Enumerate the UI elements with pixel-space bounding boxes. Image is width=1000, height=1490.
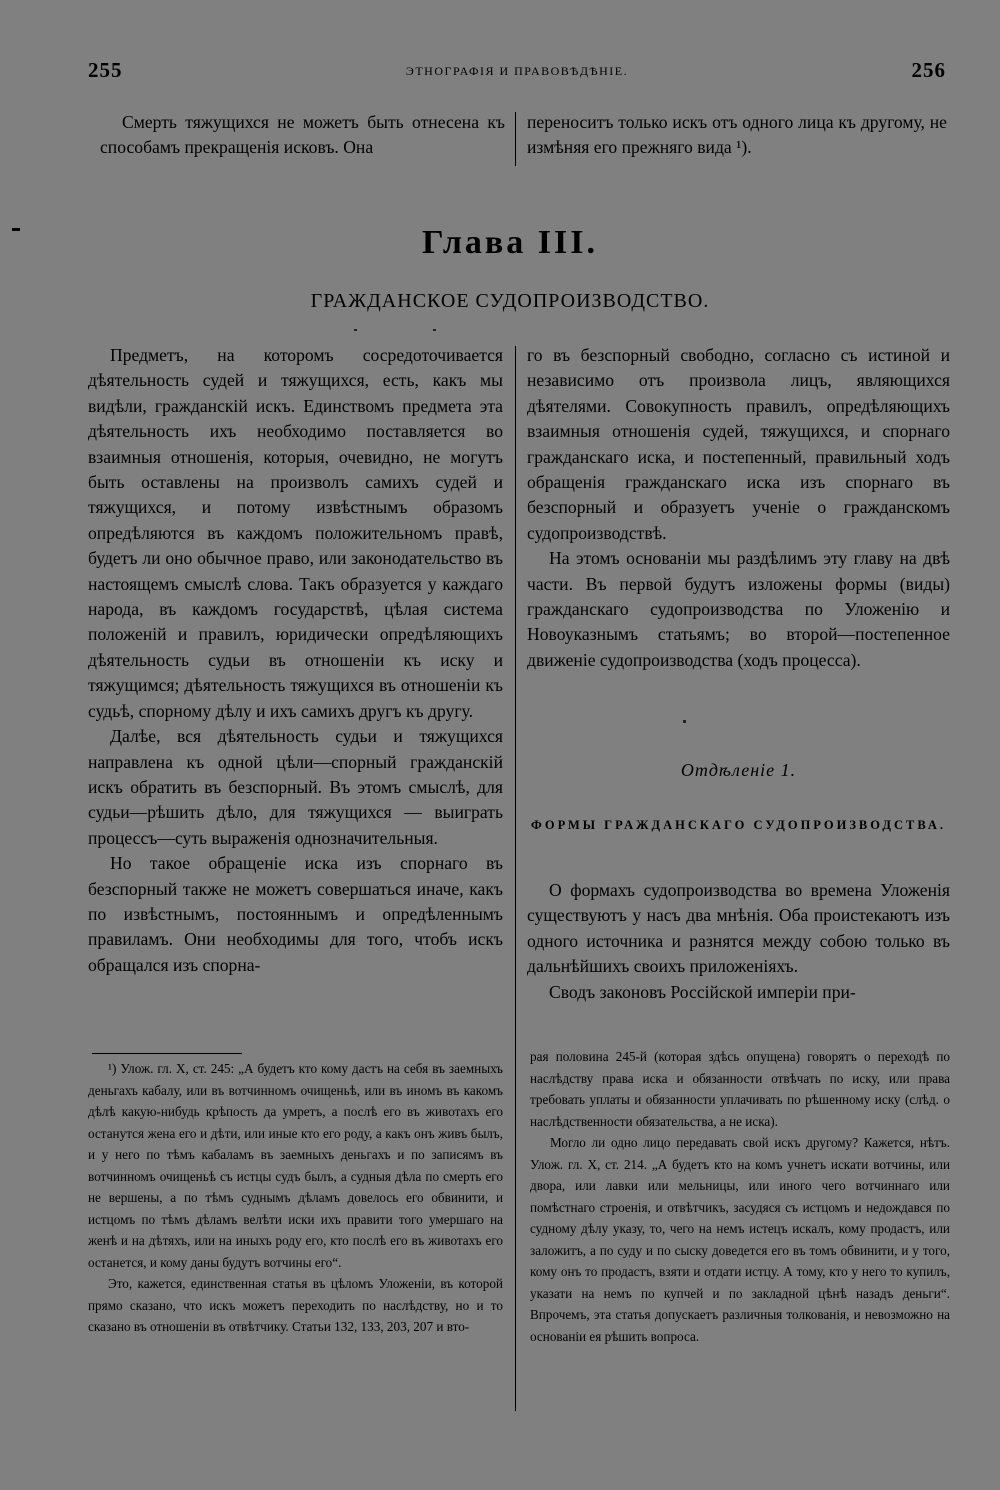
footnote-right-paragraph-2: Могло ли одно лицо передавать свой искъ другому? Кажется, нѣтъ. Улож. гл. X, ст. 214. „А будетъ кто на комъ учнетъ искати вотчины, или двора, или лавки или мельницы, или иного чего вотчиннаго или помѣстнаго строенія, и отвѣтчикъ, засудяся съ истцомъ и недождався по судному дѣлу указу, то, чего на немъ истецъ искалъ, кому продастъ, или заложитъ, а по суду и по сыску доведется его въ томъ обвинити, и у того, кому онъ то продастъ, взяти и отдати истцу. А тому, кто у него то купилъ, указати на немъ по купчей и по закладной цѣнѣ назадъ деньги“. Впрочемъ, эта статья допускаетъ различныя толкованія, и невозможно на основаніи ея рѣшить вопроса. [530, 1135, 950, 1344]
body-right-column-continued [527, 878, 950, 1005]
right-paragraph-3: О формахъ судопроизводства во времена Уложенія существуютъ у насъ два мнѣнія. Оба проистекаютъ изъ одного источника и разнятся между собою только въ дальнѣйшихъ своихъ приложеніяхъ. [527, 880, 950, 977]
body-right-column [527, 343, 950, 673]
print-speck [354, 329, 357, 331]
chapter-title: Глава III. [422, 224, 598, 261]
column-divider-top [515, 112, 516, 166]
top-right-paragraph: переноситъ только искъ отъ одного лица къ другому, не измѣняя его прежняго вида ¹). [527, 112, 947, 158]
page-number-right: 256 [911, 58, 946, 82]
right-paragraph-2: На этомъ основаніи мы раздѣлимъ эту главу на двѣ части. Въ первой будутъ изложены формы (виды) гражданскаго судопроизводства по Уложенію и Новоуказнымъ статьямъ; во второй—постепенное движеніе судопроизводства (ходъ процесса). [527, 548, 950, 670]
section-heading: Отдѣленіе 1. [680, 760, 797, 780]
chapter-subtitle: ГРАЖДАНСКОЕ СУДОПРОИЗВОДСТВО. [310, 290, 710, 312]
print-speck [433, 329, 436, 331]
left-paragraph-1: Предметъ, на которомъ сосредоточивается дѣятельность судей и тяжущихся, есть, какъ мы видѣли, гражданскій искъ. Единствомъ предмета эта дѣятельность ихъ необходимо поставляется во взаимныя отношенія, которыя, очевидно, не могутъ быть оставлены на произволъ самихъ судей и тяжущихся, и потому извѣстнымъ образомъ опредѣляются въ каждомъ положительномъ правѣ, будетъ ли оно обычное право, или законодательство въ настоящемъ смыслѣ слова. Такъ образуется у каждаго народа, въ каждомъ государствѣ, цѣлая система положеній и правилъ, юридически опредѣляющихъ дѣятельность судьи въ отношеніи къ иску и тяжущимся; дѣятельность тяжущихся въ отношеніи къ судьѣ, спорному дѣлу и ихъ самихъ другъ къ другу. [88, 345, 503, 721]
right-paragraph-4: Сводъ законовъ Россійской имперіи при- [549, 981, 856, 1002]
footnote-left-paragraph-2: Это, кажется, единственная статья въ цѣломъ Уложеніи, въ которой прямо сказано, что искъ можетъ переходить по наслѣдству, но и то сказано въ отношеніи въ отвѣтчику. Статьи 132, 133, 203, 207 и вто- [88, 1276, 503, 1334]
page-number-left: 255 [88, 58, 123, 82]
body-left-column [88, 343, 503, 978]
footnote-right [530, 1046, 950, 1347]
left-paragraph-3: Но такое обращеніе иска изъ спорнаго въ безспорный также не можетъ совершаться иначе, какъ по извѣстнымъ, постояннымъ и опредѣленнымъ правиламъ. Они необходимы для того, чтобъ искъ обращался изъ спорна- [88, 853, 503, 975]
left-paragraph-2: Далѣе, вся дѣятельность судьи и тяжущихся направлена къ одной цѣли—спорный гражданскій искъ обратить въ безспорный. Въ этомъ смыслѣ, для судьи—рѣшить дѣло, для тяжущихся — выиграть процессъ—суть выраженія однозначительныя. [88, 726, 503, 848]
top-left-column [100, 110, 505, 161]
top-left-paragraph: Смерть тяжущихся не можетъ быть отнесена къ способамъ прекращенія исковъ. Она [100, 112, 505, 158]
print-speck [683, 720, 686, 723]
column-divider-body [515, 346, 516, 1411]
right-paragraph-1: го въ безспорный свободно, согласно съ истиной и независимо отъ произвола лицъ, являющихся дѣятелями. Совокупность правилъ, опредѣляющихъ взаимныя отношенія судей, тяжущихся, и спорнаго гражданскаго иска, и постепенный, правильный ходъ обращенія гражданскаго иска изъ спорнаго въ безспорный и образуетъ ученіе о гражданскомъ судопроизводствѣ. [527, 345, 950, 543]
section-title: ФОРМЫ ГРАЖДАНСКАГО СУДОПРОИЗВОДСТВА. [530, 818, 947, 832]
footnote-rule [92, 1053, 242, 1054]
footnote-left-paragraph-1: ¹) Улож. гл. X, ст. 245: „А будетъ кто кому дастъ на себя въ заемныхъ деньгахъ кабалу, или въ вотчинномъ очищеньѣ, или въ иномъ въ какомъ дѣлѣ какую-нибудь крѣпость да умретъ, а послѣ его въ животахъ его останутся жена его и дѣти, или иные кто его роду, а какъ онъ живъ былъ, и у него по тѣмъ кабаламъ въ заемныхъ деньгахъ и по записямъ въ вотчинномъ очищеньѣ съ истцы судъ былъ, а судныя дѣла по смерть его не вершены, а по тѣмъ суднымъ дѣламъ довелось его обвинити, и истцомъ по тѣмъ дѣламъ велѣти иски ихъ правити того умершаго на женѣ и на дѣтяхъ, или на иныхъ роду его, кто послѣ его въ животахъ его останется, и кому даны будутъ вотчины его“. [88, 1061, 503, 1270]
footnote-left [88, 1058, 503, 1338]
page-header [88, 58, 946, 88]
top-right-column [527, 110, 947, 161]
footnote-right-paragraph-1: рая половина 245-й (которая здѣсь опущена) говорятъ о переходѣ по наслѣдству права иска и обязанности отвѣчать по иску, или права требовать уплаты и обязанности уплачивать по рѣшенному иску (слѣд. о наслѣдственности обязательства, а не иска). [530, 1049, 950, 1129]
running-title: ЭТНОГРАФІЯ И ПРАВОВѢДѢНІЕ. [405, 64, 629, 78]
